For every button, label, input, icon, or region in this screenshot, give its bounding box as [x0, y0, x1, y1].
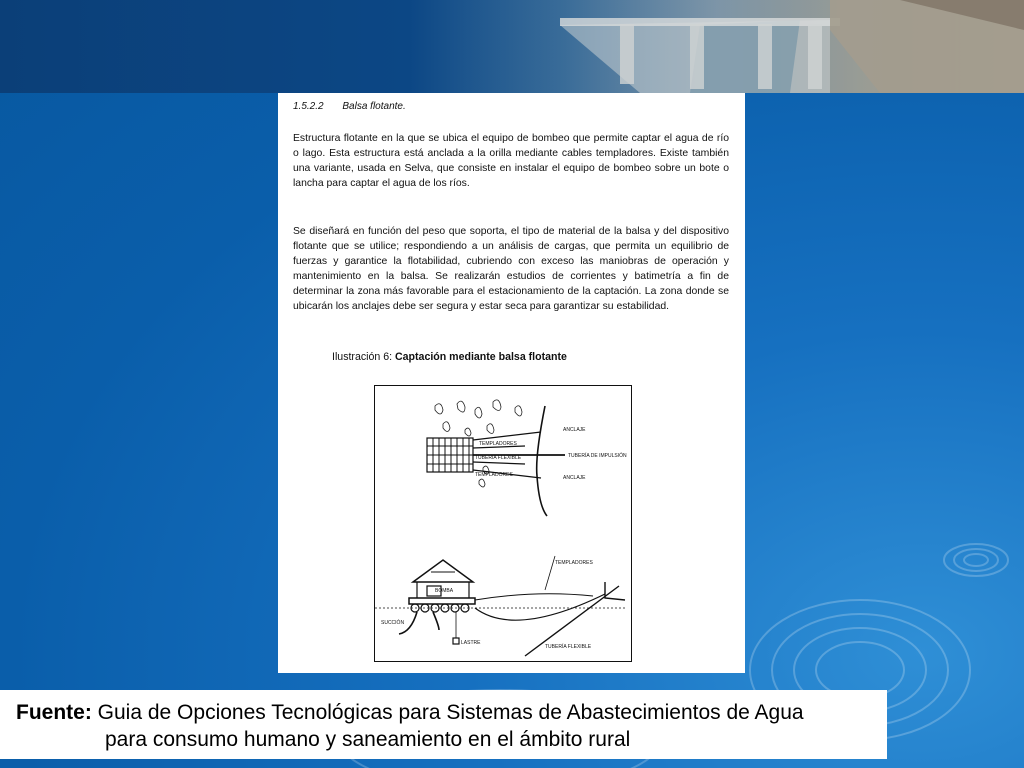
label-tuberia-flexible-side: TUBERÍA FLEXIBLE: [545, 644, 592, 650]
label-templadores-bottom: TEMPLADORES: [475, 472, 513, 478]
section-number: 1.5.2.2: [293, 101, 324, 112]
floating-raft-diagram: [374, 385, 632, 662]
label-tuberia-flexible-top: TUBERIA FLEXIBLE: [475, 455, 522, 461]
label-templadores-top: TEMPLADORES: [479, 441, 517, 447]
section-title: Balsa flotante.: [342, 101, 406, 112]
paragraph-1: Estructura flotante en la que se ubica el equipo de bombeo que permite captar el agua de río o lago. Esta estructura está anclada a la orilla mediante cables templadores. Existe también una variante, usada en Selva, que consiste en instalar el equipo de bombeo sobre un bote o lancha para captar el agua de los ríos.: [293, 133, 729, 189]
source-citation: [0, 690, 887, 759]
raft-side-view: [375, 556, 625, 656]
label-bomba: BOMBA: [435, 588, 454, 594]
section-heading: [293, 101, 406, 112]
label-lastre: LASTRE: [461, 640, 481, 646]
source-line-1: Guia de Opciones Tecnológicas para Sistemas de Abastecimientos de Agua: [97, 701, 804, 724]
river-bank: [537, 406, 547, 516]
caption-prefix: Ilustración 6:: [332, 351, 393, 363]
label-succion: SUCCIÓN: [381, 620, 405, 626]
label-anclaje-bottom: ANCLAJE: [563, 475, 586, 481]
source-line-2: para consumo humano y saneamiento en el ámbito rural: [105, 728, 631, 751]
label-tuberia-impulsion: TUBERÍA DE IMPULSIÓN: [568, 453, 627, 459]
source-label: Fuente:: [16, 701, 92, 724]
figure-caption: [332, 351, 567, 363]
caption-title: Captación mediante balsa flotante: [395, 351, 567, 363]
document-page: [278, 93, 745, 673]
paragraph-2: Se diseñará en función del peso que soporta, el tipo de material de la balsa y del dispositivo flotante que se utilice; respondiendo a un análisis de cargas, que permita un equilibrio de fuerzas y garantice la flotabilidad, cubriendo con exceso las maniobras de operación y mantenimiento en la balsa. Se realizarán estudios de corrientes y batimetría a fin de determinar la zona más favorable para el estacionamiento de la captación. La zona donde se ubicarán los anclajes debe ser segura y estar seca para garantizar su estabilidad.: [293, 226, 729, 312]
label-anclaje-top: ANCLAJE: [563, 427, 586, 433]
raft-top-view: [427, 438, 473, 472]
label-templadores-side: TEMPLADORES: [555, 560, 593, 566]
